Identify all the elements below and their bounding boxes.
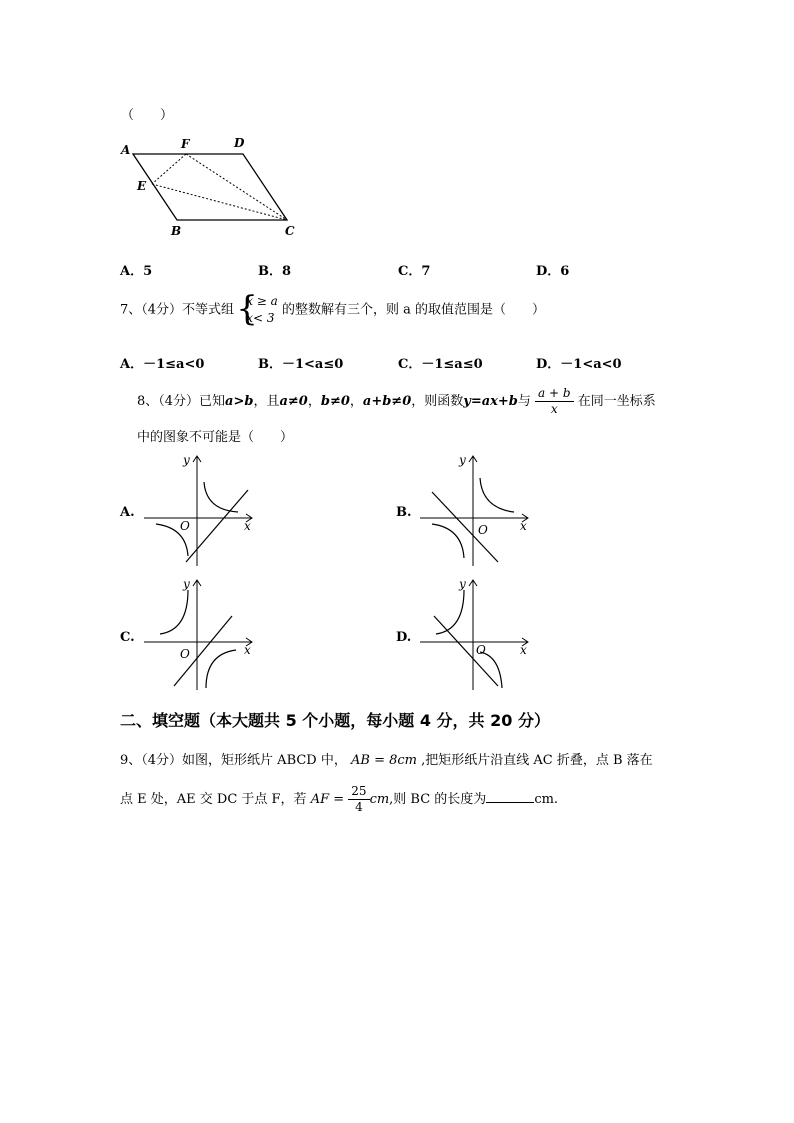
q8-cond-b: a≠0 (279, 394, 308, 409)
q8-text-5: ，则函数 (411, 394, 464, 409)
q9-af-label: AF = (310, 792, 345, 807)
section2-heading: 二、填空题（本大题共 5 个小题，每小题 4 分，共 20 分） (120, 711, 550, 730)
q8-frac-num: a + b (535, 386, 574, 402)
q8-graph-c[interactable] (140, 576, 260, 694)
q9-text-5: cm. (534, 792, 559, 807)
q8-graph-a[interactable] (140, 452, 260, 570)
q6-option-c[interactable]: C．7 (398, 264, 431, 279)
q7-stem (120, 293, 545, 327)
q7-inequality-system (238, 293, 278, 327)
q8-option-a[interactable]: A. (120, 505, 135, 520)
segment-fc (186, 154, 287, 220)
origin-label: O (180, 519, 190, 533)
q9-fraction (348, 784, 369, 815)
q6-option-d[interactable]: D．6 (536, 264, 570, 279)
origin-label: O (478, 523, 488, 537)
q8-text-7: 在同一坐标系 (577, 394, 656, 409)
q8-cond-c: b≠0 (320, 394, 350, 409)
q9-frac-den: 4 (355, 800, 363, 814)
q6-option-a[interactable]: A．5 (120, 264, 153, 279)
q8-text-3: ， (307, 394, 321, 409)
q6-option-b[interactable]: B．8 (258, 264, 292, 279)
q7-option-a[interactable]: A．－1≤a<0 (120, 357, 205, 372)
axis-x-label: x (244, 519, 251, 533)
q8-stem-line1 (137, 386, 656, 417)
q7-inequality-1: { x ≥ a (246, 294, 278, 308)
q8-fraction (535, 386, 574, 417)
axis-x-label: x (520, 519, 527, 533)
parallelogram-abcd (133, 154, 287, 220)
label-e: E (137, 179, 147, 193)
q6-parallelogram-figure (115, 132, 315, 244)
q9-line2 (120, 784, 558, 815)
label-c: C (285, 224, 295, 238)
q8-option-d[interactable]: D. (396, 630, 412, 645)
q8-text-2: ，且 (253, 394, 280, 409)
q9-frac-num: 25 (348, 784, 369, 800)
q7-inequality-2: x< 3 (246, 311, 275, 325)
q8-graph-d[interactable] (416, 576, 536, 694)
label-d: D (234, 136, 245, 150)
q8-cond-d: a+b≠0 (362, 394, 412, 409)
origin-label: O (180, 647, 190, 661)
axis-y-label: y (459, 453, 466, 467)
q7-option-d[interactable]: D．－1<a<0 (536, 357, 622, 372)
q7-option-c[interactable]: C．－1≤a≤0 (398, 357, 483, 372)
q9-text-3: 点 E 处，AE 交 DC 于点 F，若 (120, 792, 307, 807)
q8-graph-b[interactable] (416, 452, 536, 570)
axis-y-label: y (183, 453, 190, 467)
segment-fe (152, 154, 186, 184)
q9-answer-blank[interactable] (486, 790, 534, 803)
q8-text-1: 8、（4分）已知 (137, 394, 226, 409)
q9-ab-length: AB = 8cm (351, 753, 417, 768)
q9-line1 (120, 749, 653, 768)
q9-unit: cm (369, 792, 390, 807)
q8-option-b[interactable]: B. (396, 505, 412, 520)
q7-prefix: 7、（4分）不等式组 (120, 302, 235, 318)
q9-text-4: ,则 BC 的长度为 (389, 792, 487, 807)
axis-x-label: x (520, 643, 527, 657)
axis-x-label: x (244, 643, 251, 657)
axis-y-label: y (183, 577, 190, 591)
q7-suffix: 的整数解有三个，则 a 的取值范围是（ ） (281, 302, 545, 318)
q8-text-6: 与 (517, 394, 531, 409)
q9-text-2: ,把矩形纸片沿直线 AC 折叠，点 B 落在 (421, 753, 653, 768)
q6-bracket: （ ） (121, 108, 174, 123)
q8-text-4: ， (349, 394, 363, 409)
label-f: F (181, 137, 190, 151)
q9-text-1: 9、（4分）如图，矩形纸片 ABCD 中， (120, 753, 347, 768)
q8-stem-line2: 中的图象不可能是（ ） (137, 430, 294, 445)
label-a: A (121, 143, 131, 157)
q7-option-b[interactable]: B．－1<a≤0 (258, 357, 344, 372)
q8-frac-den: x (550, 402, 558, 416)
q8-cond-a: a>b (225, 394, 254, 409)
axis-y-label: y (459, 577, 466, 591)
q8-linear-function: y=ax+b (463, 394, 518, 409)
label-b: B (171, 224, 182, 238)
origin-label: O (476, 643, 486, 657)
q8-option-c[interactable]: C. (120, 630, 135, 645)
